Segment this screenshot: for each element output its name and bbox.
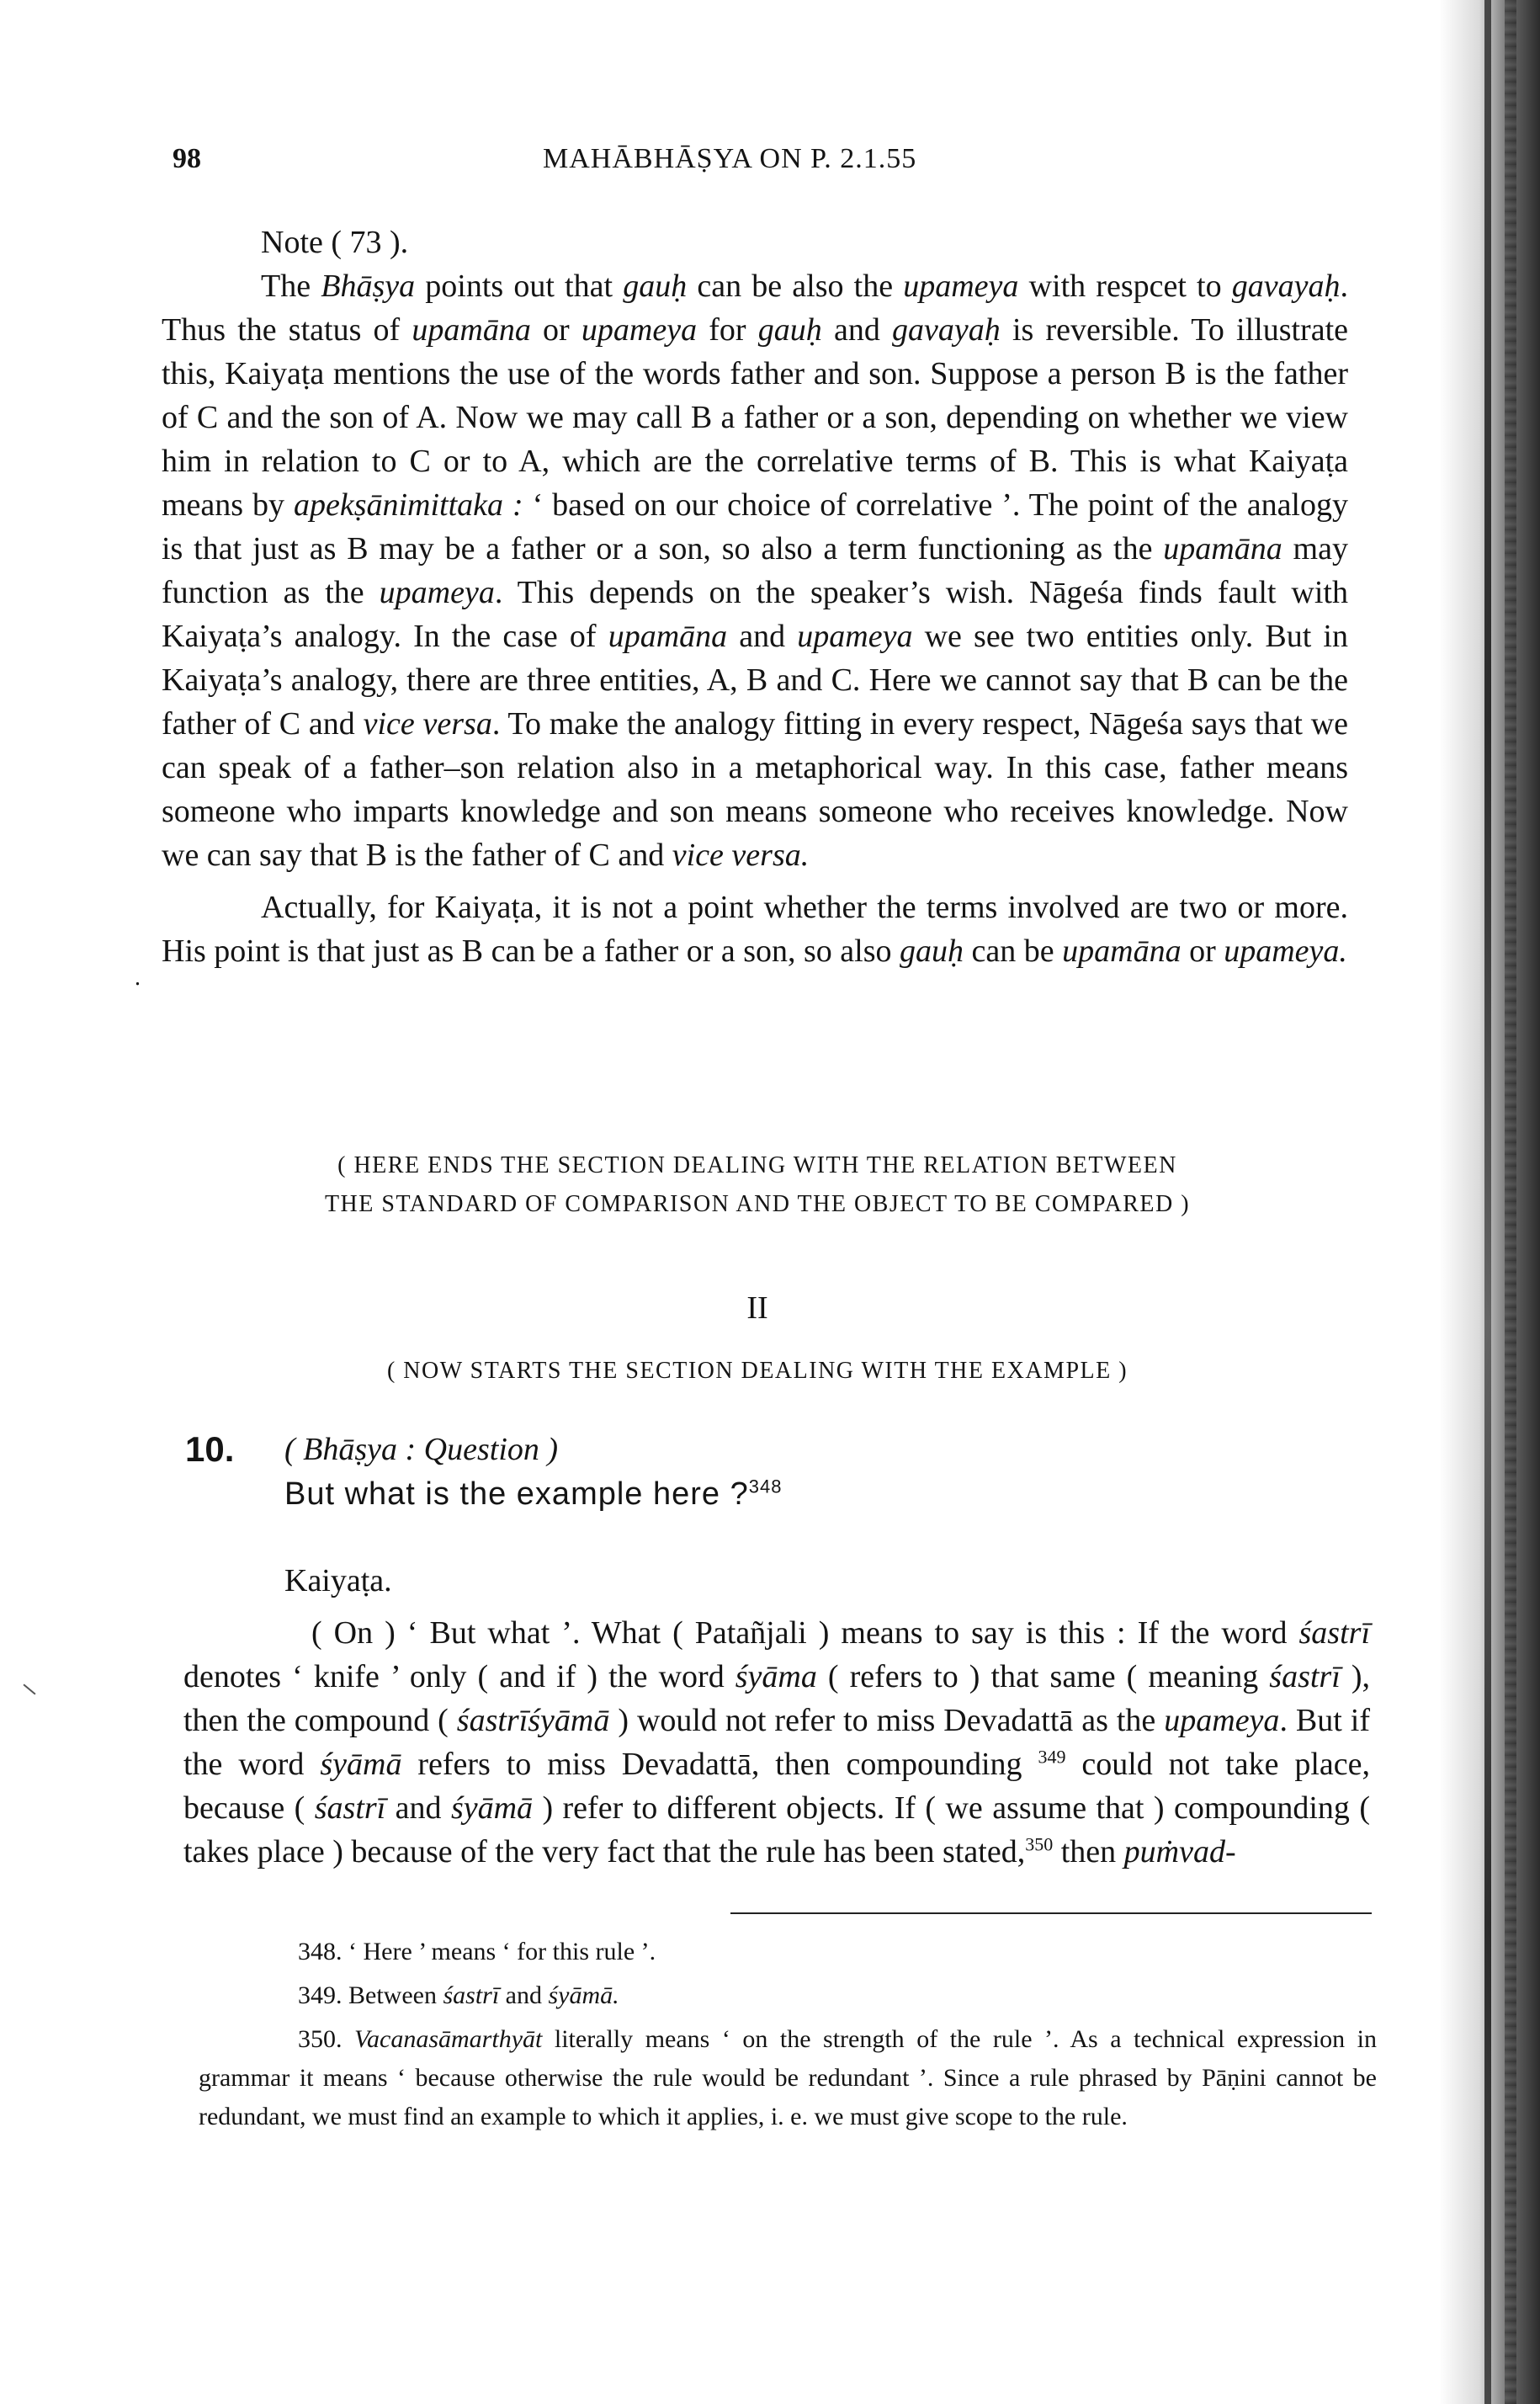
- italic-term: Bhāṣya: [321, 269, 416, 304]
- italic-term: apekṣānimittaka :: [293, 487, 523, 523]
- kaiyata-commentary: [183, 1559, 1370, 1874]
- section-end-marker: [168, 1146, 1346, 1224]
- footnotes: [199, 1933, 1377, 2141]
- italic-term: upameya: [581, 312, 698, 348]
- note-paragraph-2: Actually, for Kaiyaṭa, it is not a point whether the terms involved are two or more. His point is that just as B can be a father or a son, so also gauḥ can be upamāna or upameya.: [162, 890, 1348, 969]
- italic-term: upameya: [1164, 1703, 1280, 1738]
- italic-term: śyāmā: [450, 1790, 534, 1826]
- italic-term: Vacanasāmarthyāt: [354, 2025, 543, 2053]
- binding-gutter-texture: [1505, 0, 1516, 2404]
- section-end-line-2: THE STANDARD OF COMPARISON AND THE OBJECT TO BE COMPARED ): [324, 1191, 1191, 1217]
- section-end-line-1: ( HERE ENDS THE SECTION DEALING WITH THE RELATION BETWEEN: [337, 1152, 1177, 1178]
- note-heading: Note ( 73 ).: [261, 225, 409, 260]
- italic-term: upamāna: [1062, 933, 1182, 969]
- italic-term: upameya: [379, 575, 495, 610]
- italic-term: upamāna: [608, 619, 728, 654]
- margin-stroke: [23, 1683, 35, 1694]
- italic-term: upameya: [903, 269, 1019, 304]
- italic-term: upameya: [797, 619, 913, 654]
- section-number: II: [746, 1290, 768, 1326]
- footnote-ref-348: 348: [748, 1476, 783, 1497]
- italic-term: gauḥ: [623, 269, 688, 304]
- italic-term: śastrī: [1298, 1615, 1370, 1651]
- question-text: But what is the example here ?: [284, 1476, 749, 1512]
- running-title: MAHĀBHĀṢYA ON P. 2.1.55: [543, 143, 917, 174]
- note-section: [162, 221, 1348, 973]
- footnote-350: 350. Vacanasāmarthyāt literally means ‘ on the strength of the rule ’. As a technical expression in grammar it means ‘ because otherwise the rule would be redundant ’. Since a rule phrased by Pāṇini cannot be redundant, we must find an example to which it applies, i. e. we must give scope to the rule.: [199, 2025, 1378, 2130]
- footnote-349-term-1: śastrī: [443, 1981, 500, 2009]
- italic-term: śyāma: [735, 1659, 817, 1694]
- binding-gutter-edge: [1484, 0, 1491, 2404]
- footnote-349-mid: and: [499, 1981, 549, 2009]
- kaiyata-heading: Kaiyaṭa.: [284, 1563, 392, 1598]
- page-number: 98: [173, 143, 201, 174]
- bhasya-question-label: ( Bhāṣya : Question ): [284, 1432, 559, 1467]
- margin-mark: ⸱: [135, 972, 141, 997]
- italic-term: upameya.: [1224, 933, 1347, 969]
- footnote-ref: 350: [1025, 1833, 1054, 1855]
- item-number: 10.: [185, 1429, 235, 1469]
- footnote-348: 348. ‘ Here ’ means ‘ for this rule ’.: [298, 1938, 656, 1965]
- kaiyata-body: ( On ) ‘ But what ’. What ( Patañjali ) means to say is this : If the word śastrī denotes ‘ knife ’ only ( and if ) the word śyāma ( refers to ) that same ( meaning śastrī ), then the compound ( śastrīśyāmā ) would not refer to miss Devadattā as the upameya. But if the word śyāmā refers to miss Devadattā, then compounding $^{349}$ could not take place, because ( śastrī and śyāmā ) refer to different objects. If ( we assume that ) compounding ( takes place ) because of the very fact that the rule has been stated,$^{350}$ then puṁvad-: [183, 1615, 1370, 1869]
- bhasya-question-text: [284, 1476, 782, 1513]
- italic-term: vice versa.: [672, 838, 810, 873]
- italic-term: gauḥ: [900, 933, 964, 969]
- note-paragraph-1: The Bhāṣya points out that gauḥ can be also the upameya with respcet to gavayaḥ. Thus the status of upamāna or upameya for gauḥ and gavayaḥ is reversible. To illustrate this, Kaiyaṭa mentions the use of the words father and son. Suppose a person B is the father of C and the son of A. Now we may call B a father or a son, depending on whether we view him in relation to C or to A, which are the correlative terms of B. This is what Kaiyaṭa means by apekṣānimittaka : ‘ based on our choice of correlative ’. The point of the analogy is that just as B may be a father or a son, so also a term functioning as the upamāna may function as the upameya. This depends on the speaker’s wish. Nāgeśa finds fault with Kaiyaṭa’s analogy. In the case of upamāna and upameya we see two entities only. But in Kaiyaṭa’s analogy, there are three entities, A, B and C. Here we cannot say that B can be the father of C and vice versa. To make the analogy fitting in every respect, Nāgeśa says that we can speak of a father–son relation also in a metaphorical way. In this case, father means someone who imparts knowledge and son means someone who receives knowledge. Now we can say that B is the father of C and vice versa.: [162, 269, 1349, 873]
- italic-term: upamāna: [412, 312, 531, 348]
- italic-term: vice versa: [363, 706, 492, 742]
- section-start-line: ( NOW STARTS THE SECTION DEALING WITH THE EXAMPLE ): [386, 1358, 1128, 1384]
- italic-term: upamāna: [1163, 531, 1282, 566]
- footnote-349-prefix: 349. Between: [298, 1981, 443, 2009]
- italic-term: gauḥ: [757, 312, 822, 348]
- italic-term: śyāmā: [320, 1747, 402, 1782]
- italic-term: śastrī: [314, 1790, 386, 1826]
- italic-term: gavayaḥ: [892, 312, 1001, 348]
- italic-term: puṁvad-: [1123, 1834, 1236, 1869]
- italic-term: śastrī: [1269, 1659, 1341, 1694]
- footnote-349-term-2: śyāmā.: [548, 1981, 619, 2009]
- footnote-ref: 349: [1038, 1746, 1066, 1768]
- footnote-349: [298, 1976, 1377, 2015]
- footnote-separator: [730, 1912, 1372, 1914]
- italic-term: śastrīśyāmā: [456, 1703, 610, 1738]
- italic-term: gavayaḥ: [1231, 269, 1341, 304]
- section-start-marker: [168, 1352, 1346, 1391]
- running-head: [173, 143, 1367, 185]
